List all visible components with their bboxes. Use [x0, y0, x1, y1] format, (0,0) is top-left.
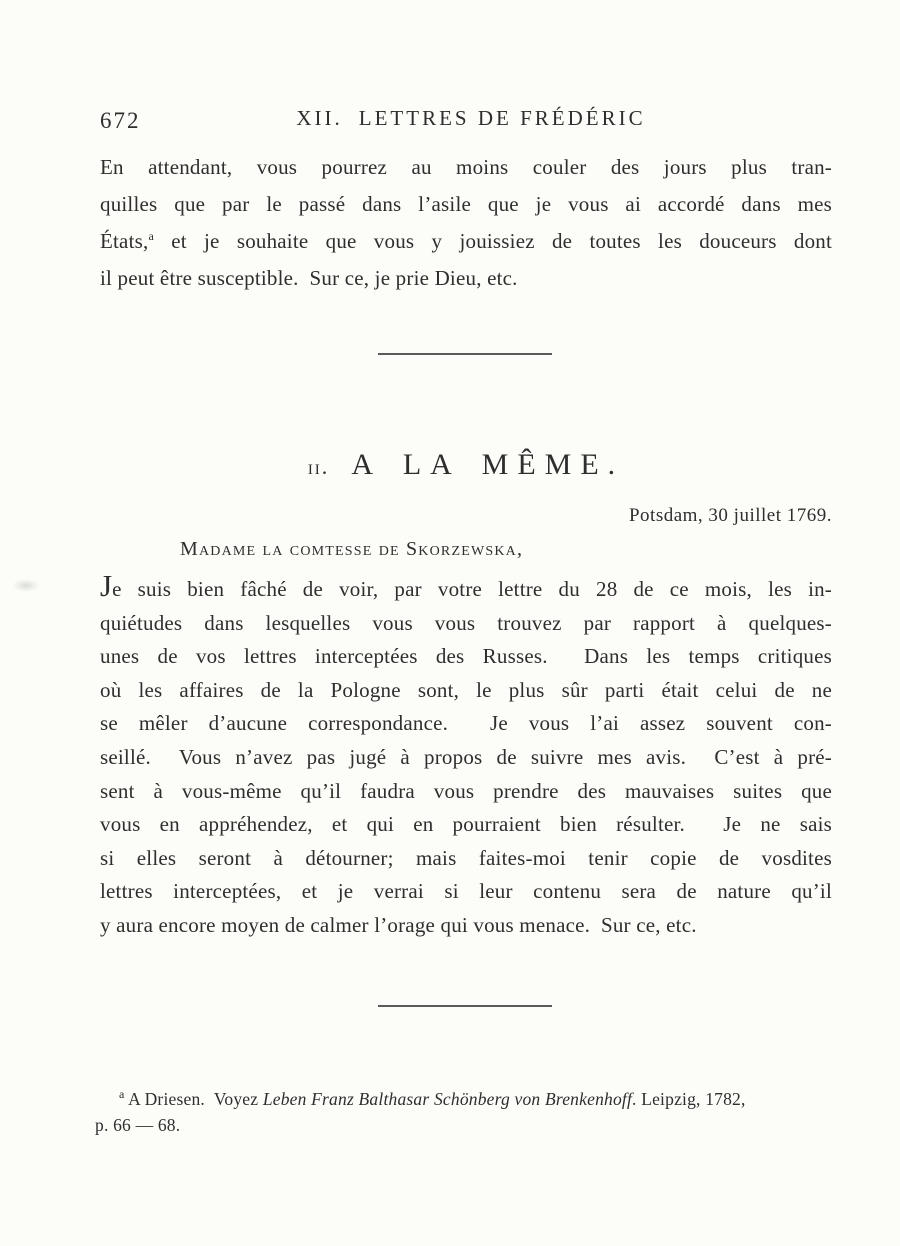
- paragraph-line: quiétudes dans lesquelles vous vous trouvez par rapport à quelques-: [100, 610, 832, 635]
- letter-number: ii.: [307, 454, 330, 479]
- footnote: [95, 1086, 835, 1138]
- header-title-text: LETTRES DE FRÉDÉRIC: [358, 106, 646, 130]
- paragraph-line: y aura encore moyen de calmer l’orage qui vous menace. Sur ce, etc.: [100, 912, 697, 937]
- running-header: [100, 106, 832, 136]
- paragraph-text: États,: [100, 229, 149, 253]
- paragraph-line: où les affaires de la Pologne sont, le plus sûr parti était celui de ne: [100, 677, 832, 702]
- scan-smudge-artifact: [12, 579, 40, 592]
- paragraph-line: [100, 568, 832, 607]
- salutation: Madame la comtesse de Skorzewska,: [180, 538, 524, 560]
- footnote-line: p. 66 — 68.: [95, 1115, 181, 1135]
- paragraph-line: si elles seront à détourner; mais faites-moi tenir copie de vosdites: [100, 845, 832, 870]
- footnote-book-title: Leben Franz Balthasar Schönberg von Brenkenhoff: [262, 1089, 633, 1109]
- section-divider: [378, 353, 552, 355]
- paragraph-line: sent à vous-même qu’il faudra vous prendre des mauvaises suites que: [100, 778, 832, 803]
- letter-title: A LA MÊME.: [351, 448, 625, 481]
- intro-paragraph: [100, 149, 832, 297]
- paragraph-line: unes de vos lettres interceptées des Russes. Dans les temps critiques: [100, 644, 832, 669]
- paragraph-line: En attendant, vous pourrez au moins couler des jours plus tran-: [100, 155, 832, 179]
- footnote-reference: a: [148, 229, 154, 243]
- paragraph-line: vous en appréhendez, et qui en pourraient bien résulter. Je ne sais: [100, 812, 832, 837]
- paragraph-line: [100, 223, 832, 260]
- footnote-text: . Leipzig, 1782,: [632, 1089, 746, 1109]
- paragraph-line: lettres interceptées, et je verrai si leur contenu sera de nature qu’il: [100, 879, 832, 904]
- letter-heading: [100, 448, 832, 482]
- paragraph-text: et je souhaite que vous y jouissiez de toutes les douceurs dont: [153, 229, 832, 253]
- letter-body: [100, 568, 832, 943]
- footnote-text: A Driesen. Voyez: [124, 1089, 263, 1109]
- footnote-marker: a: [119, 1087, 125, 1102]
- footnote-line: [95, 1086, 835, 1112]
- drop-cap: J: [100, 568, 113, 603]
- paragraph-line: se mêler d’aucune correspondance. Je vous l’ai assez souvent con-: [100, 711, 832, 736]
- section-number: XII.: [296, 106, 343, 130]
- paragraph-line: quilles que par le passé dans l’asile que je vous ai accordé dans mes: [100, 192, 832, 216]
- paragraph-line: seillé. Vous n’avez pas jugé à propos de suivre mes avis. C’est à pré-: [100, 744, 832, 769]
- section-divider: [378, 1005, 552, 1007]
- paragraph-line: il peut être susceptible. Sur ce, je prie Dieu, etc.: [100, 266, 518, 290]
- page-number: 672: [100, 108, 141, 133]
- running-header-title: [100, 106, 832, 131]
- paragraph-text: e suis bien fâché de voir, par votre lettre du 28 de ce mois, les in-: [112, 577, 832, 601]
- dateline: Potsdam, 30 juillet 1769.: [628, 505, 832, 526]
